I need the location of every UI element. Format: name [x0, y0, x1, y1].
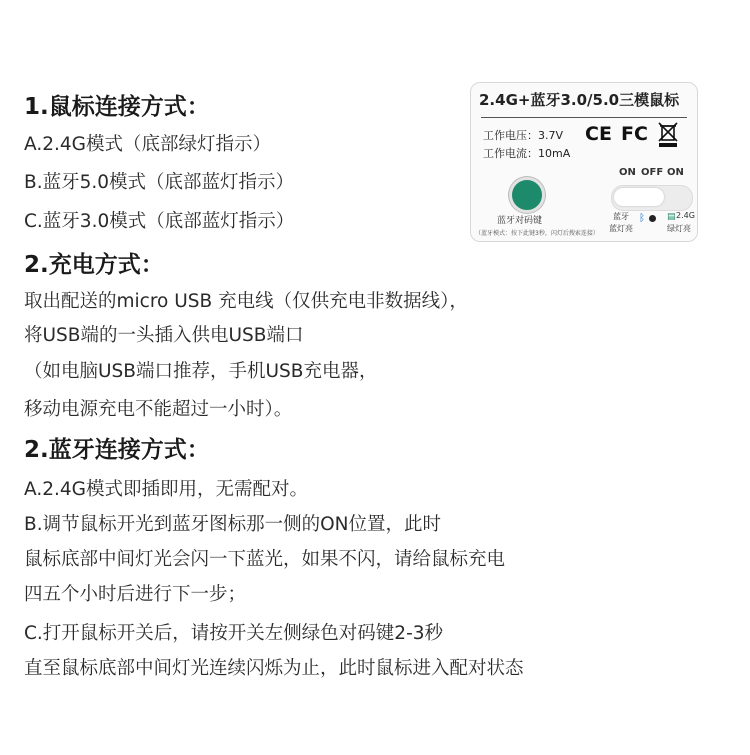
pair-key-note: （蓝牙模式：按下此键3秒，闪灯后搜索连接） — [475, 230, 599, 237]
bt-line-b1: B.调节鼠标开光到蓝牙图标那一侧的ON位置，此时 — [24, 514, 441, 535]
switch-on-left-label: ON — [619, 167, 636, 178]
ce-mark-icon: CE — [585, 123, 612, 145]
g24-led-label: 绿灯亮 — [667, 224, 691, 233]
label-voltage: 工作电压：3.7V — [483, 129, 564, 142]
bt-line-a: A.2.4G模式即插即用，无需配对。 — [24, 479, 308, 500]
label-current: 工作电流：10mA — [483, 147, 571, 160]
mode-c-line: C.蓝牙3.0模式（底部蓝灯指示） — [24, 211, 295, 232]
mode-a-line: A.2.4G模式（底部绿灯指示） — [24, 134, 271, 155]
charge-line-1: 取出配送的micro USB 充电线（仅供充电非数据线）， — [24, 291, 468, 312]
crossed-bin-icon — [657, 121, 679, 147]
fc-mark-icon: FC — [621, 123, 648, 145]
switch-off-label: OFF — [641, 167, 664, 178]
pair-key-label: 蓝牙对码键 — [497, 216, 543, 226]
status-led-icon — [649, 215, 656, 222]
bt-line-b2: 鼠标底部中间灯光会闪一下蓝光，如果不闪，请给鼠标充电 — [24, 549, 506, 570]
switch-on-right-label: ON — [667, 167, 684, 178]
mode-switch[interactable] — [611, 185, 693, 211]
bluetooth-led-label: 蓝灯亮 — [609, 224, 633, 233]
bt-line-b3: 四五个小时后进行下一步； — [24, 584, 247, 605]
heading-bluetooth: 2.蓝牙连接方式： — [24, 437, 210, 463]
charge-line-3: （如电脑USB端口推荐，手机USB充电器， — [24, 361, 378, 382]
switch-knob[interactable] — [614, 188, 664, 206]
label-title: 2.4G+蓝牙3.0/5.0三模鼠标 — [479, 91, 680, 109]
label-divider — [481, 117, 687, 118]
charge-line-2: 将USB端的一头插入供电USB端口 — [24, 325, 304, 346]
mouse-label-card — [470, 82, 698, 242]
wireless-icon: ▤ — [667, 212, 676, 222]
mode-b-line: B.蓝牙5.0模式（底部蓝灯指示） — [24, 172, 294, 193]
heading-connection: 1.鼠标连接方式： — [24, 94, 210, 120]
charge-line-4: 移动电源充电不能超过一小时）。 — [24, 399, 293, 420]
bluetooth-label: 蓝牙 — [613, 212, 629, 221]
bt-line-c2: 直至鼠标底部中间灯光连续闪烁为止，此时鼠标进入配对状态 — [24, 658, 524, 679]
g24-label: 2.4G — [676, 211, 695, 220]
bt-line-c1: C.打开鼠标开关后，请按开关左侧绿色对码键2-3秒 — [24, 623, 444, 644]
heading-charging: 2.充电方式： — [24, 252, 164, 278]
pair-key-button[interactable] — [509, 177, 545, 213]
bluetooth-icon: ᛒ — [639, 213, 645, 224]
